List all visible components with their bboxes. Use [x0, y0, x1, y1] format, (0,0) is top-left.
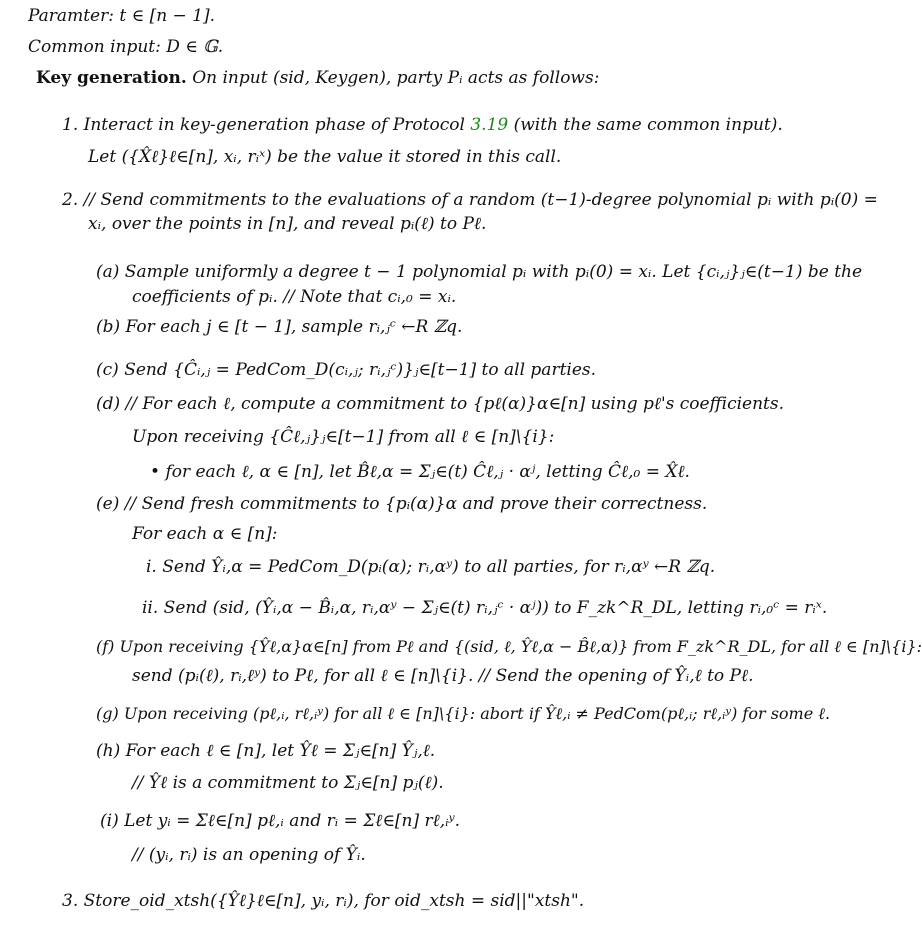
substep-h-text-1: (h) For each ℓ ∈ [n], let Ŷℓ = Σⱼ∈[n] Ŷⱼ,ℓ. — [96, 741, 436, 761]
substep-b-text: (b) For each j ∈ [t − 1], sample rᵢ,ⱼᶜ ←R ℤq. — [96, 317, 463, 337]
substep-e-ii-text: ii. Send (sid, (Ŷᵢ,α − B̂ᵢ,α, rᵢ,αʸ − Σⱼ∈(t) rᵢ,ⱼᶜ · αʲ)) to F_zk^R_DL, letting rᵢ,₀ᶜ = rᵢˣ. — [142, 598, 828, 618]
step-2-text-b: xᵢ, over the points in [n], and reveal pᵢ(ℓ) to Pℓ. — [88, 214, 487, 234]
substep-f-text-1: (f) Upon receiving {Ŷℓ,α}α∈[n] from Pℓ and {(sid, ℓ, Ŷℓ,α − B̂ℓ,α)} from F_zk^R_DL, for all ℓ ∈ [n]\{i}: — [96, 637, 922, 656]
substep-c-line — [96, 359, 596, 381]
parameter-line — [28, 5, 215, 27]
step-2-text-a: // Send commitments to the evaluations of a random (t−1)-degree polynomial pᵢ with pᵢ(0) = — [83, 190, 878, 210]
substep-a-text-2: coefficients of pᵢ. // Note that cᵢ,₀ = xᵢ. — [132, 287, 457, 307]
common-input-text: Common input: D ∈ 𝔾. — [28, 37, 224, 57]
parameter-text: Paramter: t ∈ [n − 1]. — [28, 6, 216, 26]
substep-f-line-1 — [96, 636, 922, 658]
step-3-text: Store_oid_xtsh({Ŷℓ}ℓ∈[n], yᵢ, rᵢ), for oid_xtsh = sid||"xtsh". — [83, 891, 585, 911]
step-1-line-2 — [88, 146, 561, 168]
substep-i-line-2 — [132, 844, 366, 866]
substep-g-text: (g) Upon receiving (pℓ,ᵢ, rℓ,ᵢʸ) for all ℓ ∈ [n]\{i}: abort if Ŷℓ,ᵢ ≠ PedCom(pℓ,ᵢ; rℓ,ᵢʸ) for some ℓ. — [96, 704, 831, 723]
substep-a-line-1 — [96, 261, 862, 283]
substep-f-line-2 — [132, 665, 753, 687]
substep-b-line — [96, 316, 462, 338]
substep-h-line-1 — [96, 740, 435, 762]
substep-h-line-2 — [132, 772, 444, 794]
substep-f-text-2: send (pᵢ(ℓ), rᵢ,ℓʸ) to Pℓ, for all ℓ ∈ [n]\{i}. // Send the opening of Ŷᵢ,ℓ to Pℓ. — [132, 666, 754, 686]
substep-d-text-2: Upon receiving {Ĉℓ,ⱼ}ⱼ∈[t−1] from all ℓ ∈ [n]\{i}: — [132, 427, 555, 447]
step-2-line-2 — [88, 213, 486, 235]
substep-e-line-2 — [132, 523, 278, 545]
protocol-reference-link[interactable]: 3.19 — [470, 115, 509, 135]
substep-e-line-1 — [96, 493, 707, 515]
substep-g-line — [96, 703, 830, 725]
substep-d-bullet-line — [150, 461, 690, 483]
keygen-heading-line — [36, 67, 599, 89]
substep-d-text-3: for each ℓ, α ∈ [n], let B̂ℓ,α = Σⱼ∈(t) Ĉℓ,ⱼ · αʲ, letting Ĉℓ,₀ = X̂ℓ. — [165, 462, 690, 482]
step-3-number: 3. — [62, 891, 79, 911]
substep-i-text-2: // (yᵢ, rᵢ) is an opening of Ŷᵢ. — [132, 845, 366, 865]
bullet-icon: • — [150, 462, 161, 482]
step-1-text-a: Interact in key-generation phase of Protocol — [83, 115, 471, 135]
substep-i-text-1: (i) Let yᵢ = Σℓ∈[n] pℓ,ᵢ and rᵢ = Σℓ∈[n] rℓ,ᵢʸ. — [100, 811, 461, 831]
step-2-line-1 — [62, 189, 878, 211]
step-1-text-c: Let ({X̂ℓ}ℓ∈[n], xᵢ, rᵢˣ) be the value it stored in this call. — [88, 147, 562, 167]
substep-e-text-2: For each α ∈ [n]: — [132, 524, 278, 544]
substep-e-text-1: (e) // Send fresh commitments to {pᵢ(α)}α and prove their correctness. — [96, 494, 708, 514]
common-input-line — [28, 36, 223, 58]
substep-c-text: (c) Send {Ĉᵢ,ⱼ = PedCom_D(cᵢ,ⱼ; rᵢ,ⱼᶜ)}ⱼ∈[t−1] to all parties. — [96, 360, 597, 380]
step-1-line-1 — [62, 114, 783, 136]
substep-e-i-line — [146, 556, 715, 578]
step-3-line — [62, 890, 584, 912]
substep-e-ii-line — [142, 597, 827, 619]
substep-a-text-1: (a) Sample uniformly a degree t − 1 polynomial pᵢ with pᵢ(0) = xᵢ. Let {cᵢ,ⱼ}ⱼ∈(t−1) be the — [96, 262, 863, 282]
substep-d-line-2 — [132, 426, 554, 448]
step-1-number: 1. — [62, 115, 79, 135]
substep-i-line-1 — [100, 810, 460, 832]
keygen-title: Key generation. — [36, 68, 187, 88]
substep-a-line-2 — [132, 286, 456, 308]
substep-d-line-1 — [96, 393, 784, 415]
step-1-text-b: (with the same common input). — [508, 115, 783, 135]
keygen-intro: On input (sid, Keygen), party Pᵢ acts as follows: — [192, 68, 600, 88]
step-2-number: 2. — [62, 190, 79, 210]
substep-d-text-1: (d) // For each ℓ, compute a commitment to {pℓ(α)}α∈[n] using pℓ's coefficients. — [96, 394, 784, 414]
substep-e-i-text: i. Send Ŷᵢ,α = PedCom_D(pᵢ(α); rᵢ,αʸ) to all parties, for rᵢ,αʸ ←R ℤq. — [146, 557, 716, 577]
substep-h-text-2: // Ŷℓ is a commitment to Σⱼ∈[n] pⱼ(ℓ). — [132, 773, 444, 793]
